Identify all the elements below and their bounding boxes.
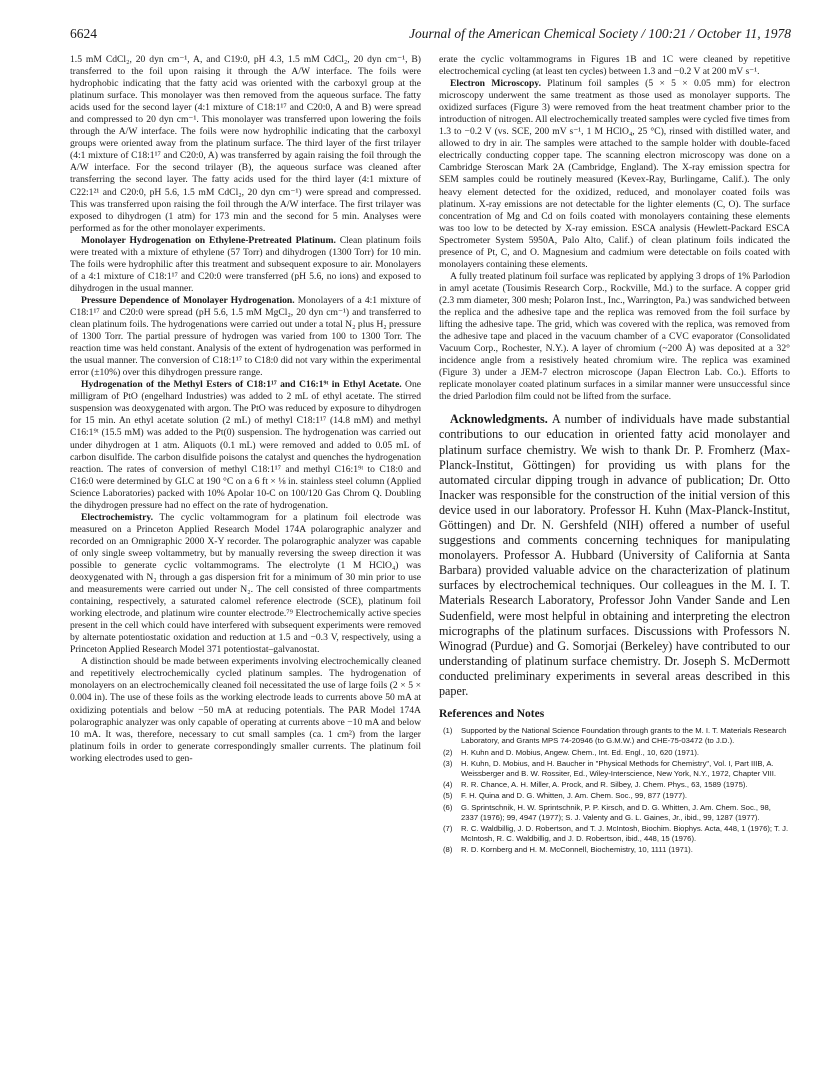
paragraph-text: 1.5 mM CdCl₂, 20 dyn cm⁻¹, A, and C19:0, pH 4.3, 1.5 mM CdCl₂, 20 dyn cm⁻¹, B) transferred to the foil upon raising it through the A/W interface. The foils were hydrophobic indicating that the fatty acid was oriented with the carboxyl group at the platinum surface. This monolayer was then removed from the aqueous surface. The fatty acids used for the second layer (4:1 mixture of C18:1¹⁷ and C20:0, A and B) were spread and compressed to 20 dyn cm⁻¹. This monolayer was transferred upon lowering the foils through the A/W interface. The foils were now hydrophilic indicating that the carboxyl groups were oriented away from the platinum surface. The third layer of the first trilayer (4:1 mixture of C18:1¹⁷ and C20:0, A) was transferred by again raising the foil through the A/W interface. For the second trilayer (B), the aqueous surface was cleaned after transferring the second layer. The fatty acids used for the third layer (4:1 mixture of C22:1²¹ and C20:0, pH 5.6, 1.5 mM CdCl₂, 20 dyn cm⁻¹) were spread and compressed. This was transferred upon raising the foil through the A/W interface. The first trilayer was exposed to dihydrogen (1 atm) for 173 min and the second for 5 min. Analyses were performed as for the other monolayer experiments. xyxy=(70,54,421,234)
reference-text: R. R. Chance, A. H. Miller, A. Prock, and R. Silbey, J. Chem. Phys., 63, 1589 (1975). xyxy=(461,780,748,790)
body-paragraph xyxy=(70,235,421,295)
reference-text: Supported by the National Science Foundation through grants to the M. I. T. Materials Research Laboratory, and Grants MPS 74-20946 (to G.M.W.) and CHE-75-03472 (to J.D.). xyxy=(461,726,787,746)
paragraph-text: A fully treated platinum foil surface was replicated by applying 3 drops of 1% Parlodion in amyl acetate (Tousimis Research Corp., Rockville, Md.) to the surface. A copper grid (2.3 mm diameter, 300 mesh; Polaron Inst., Inc., Warrington, Pa.) was sandwiched between the replica and the adhesive tape and the replica was removed from the foil surface by lifting the adhesive tape. The grid, which was covered with the replica, was removed from the adhesive tape and placed in the vacuum chamber of a CVC evaporator (Consolidated Vacuum Corp., Rochester, N.Y.). A layer of chromium (~200 Å) was deposited at a 32° incidence angle from a resistively heated chromium wire. The replica was examined (Figure 3) under a JEM-7 electron microscope (Japan Electron Lab. Co.). Efforts to replicate monolayer coated platinum surfaces in a similar manner were unsuccessful since the dried Parlodion film could not be lifted from the surface. xyxy=(439,270,790,403)
paragraph-text: One milligram of PtO (engelhard Industries) was added to 2 mL of ethyl acetate. The stirred suspension was deoxygenated with argon. The PtO was reduced by exposure to dihydrogen for 15 min. An ethyl acetate solution (2 mL) of methyl C18:1¹⁷ (14.8 mM) and methyl C16:1⁹ᵗ (15.5 mM) was added to the Pt(0) suspension. The hydrogenation was carried out under dihydrogen at 1 atm. Aliquots (0.1 mL) were removed and added to 0.05 mL of carbon disulfide. The carbon disulfide poisons the catalyst and quenches the hydrogenation reaction. The rates of conversion of methyl C18:1¹⁷ and methyl C16:1⁹ᵗ to C18:0 and C16:0 were determined by GLC at 190 °C on a 6 ft × ⅛ in. stainless steel column (Applied Science Laboratories) packed with 10% Apolar 10-C on 100/120 Gas Chrom Q. Doubling the dihydrogen pressure had no effect on the rate of hydrogenation. xyxy=(70,379,421,511)
acknowledgments-heading: Acknowledgments. xyxy=(450,412,548,427)
reference-number: (8) xyxy=(443,845,453,855)
references-title: References and Notes xyxy=(439,708,545,721)
body-paragraph xyxy=(439,54,790,78)
left-column xyxy=(70,54,421,857)
body-paragraph xyxy=(70,54,421,235)
paragraph-text: Clean platinum foils were treated with a mixture of ethylene (57 Torr) and dihydrogen (1300 Torr) for 10 min. The foils were hydrophilic after this treatment and subsequent exposure to air. Monolayers of a 4:1 mixture of C18:1¹⁷ and C20:0 were transferred (pH 5.6, no ions) and exposed to dihydrogen in the usual manner. xyxy=(70,234,422,294)
paragraph-text: Monolayers of a 4:1 mixture of C18:1¹⁷ and C20:0 were spread (pH 5.6, 1.5 mM MgCl₂, 20 dyn cm⁻¹) and transferred to clean platinum foils. The hydrogenations were carried out under a total N₂ plus H₂ pressure of 1300 Torr. The partial pressure of hydrogen was varied from 100 to 1300 Torr. The reaction time was held constant. Analysis of the extent of hydrogenation was performed in the usual manner. The conversion of C18:1¹⁷ to C18:0 did not vary within the experimental error (±10%) over this dihydrogen pressure range. xyxy=(70,294,421,379)
reference-text: H. Kuhn, D. Mobius, and H. Baucher in "Physical Methods for Chemistry", Vol. I, Part IIIB, A. Weissberger and B. W. Rossiter, Ed., Wiley-Interscience, New York, N.Y., 1972, Chapter VIII. xyxy=(461,758,777,778)
reference-item xyxy=(439,780,790,790)
reference-item xyxy=(439,748,790,758)
reference-item xyxy=(439,824,790,844)
reference-item xyxy=(439,791,790,801)
reference-number: (2) xyxy=(443,747,453,757)
paragraph-text: Platinum foil samples (5 × 5 × 0.05 mm) for electron microscopy underwent the same treatment as those used as monolayer supports. The oxidized surfaces (Figure 3) were removed from the heat treatment chamber prior to the introduction of nitrogen. All electrochemically treated samples were cycled five times from 1.3 to −0.2 V (vs. SCE, 200 mV s⁻¹, 1 M HClO₄, 25 °C), rinsed with distilled water, and allowed to dry in air. The samples were attached to the sample holder with double-faced electrically conducting copper tape. The scanning electron microscopy was done on a Cambridge Steroscan Mark 2A (Cambridge, England). The X-ray emission spectra for SEM samples could be routinely measured (Kevex-Ray, Burlingame, Calif.). The only heavy element detected for the oxidized, reduced, and monolayer coated foils was platinum. X-ray emissions are not detectable for the lighter elements (C, O). The surface concentration of Mg and Cd on foils coated with monolayers containing these elements was too low to be detected by X-ray emission. ESCA analysis (Hewlett-Packard ESCA Spectrometer System 5950A, Palo Alto, Calif.) of clean platinum foils indicated the presence of Pt, C, and O. Magnesium and cadmium were detectable on foils coated with monolayers containing these elements. xyxy=(439,78,790,270)
reference-item xyxy=(439,803,790,823)
right-column xyxy=(439,54,790,857)
journal-citation: Journal of the American Chemical Society / 100:21 / October 11, 1978 xyxy=(409,26,791,41)
reference-text: G. Sprintschnik, H. W. Sprintschnik, P. P. Kirsch, and D. G. Whitten, J. Am. Chem. Soc., 98, 2337 (1976); 99, 4947 (1977); S. J. Valenty and G. L. Gaines, Jr., ibid., 99, 1287 (1977). xyxy=(461,802,771,822)
body-paragraph xyxy=(70,295,421,379)
reference-number: (5) xyxy=(443,791,453,801)
body-paragraph xyxy=(70,512,421,657)
body-paragraph xyxy=(439,271,790,404)
reference-item xyxy=(439,845,790,855)
reference-item xyxy=(439,759,790,779)
acknowledgments-paragraph xyxy=(439,412,790,699)
paragraph-text: erate the cyclic voltammograms in Figures 1B and 1C were cleaned by repetitive electrochemical cycling (at least ten cycles) between 1.3 and −0.2 V at 200 mV s⁻¹. xyxy=(439,54,790,78)
section-run-in-heading: Pressure Dependence of Monolayer Hydrogenation. xyxy=(81,294,295,306)
reference-number: (7) xyxy=(443,823,453,833)
reference-text: R. D. Kornberg and H. M. McConnell, Biochemistry, 10, 1111 (1971). xyxy=(461,845,693,855)
reference-number: (4) xyxy=(443,780,453,790)
section-run-in-heading: Electron Microscopy. xyxy=(450,78,541,90)
body-columns xyxy=(70,54,791,857)
section-run-in-heading: Monolayer Hydrogenation on Ethylene-Pretreated Platinum. xyxy=(81,234,336,246)
acknowledgments-text: A number of individuals have made substantial contributions to our education in oriented fatty acid monolayer and platinum surface chemistry. We wish to thank Dr. P. Fromherz (Max-Planck-Institut, Göttingen) for providing us with plans for the automated circular dipping trough in advance of publication; Dr. Otto Inacker was responsible for the construction of the initial version of this device used in our laboratory. Professor H. Kuhn (Max-Planck-Institut, Göttingen) and Dr. N. Gershfeld (NIH) offered a number of useful suggestions and comments concerning techniques for manipulating monolayers. Professor A. Hubbard (University of California at Santa Barbara) provided valuable advice on the characterization of platinum surfaces by electrochemical techniques. Our colleagues in the M. I. T. Materials Research Laboratory, Professor John Vander Sande and Len Sudenfield, were most helpful in obtaining and interpreting the electron micrographs of the platinum surfaces. Discussions with Professors N. Winograd (Purdue) and G. Somorjai (Berkeley) have contributed to our understanding of platinum surface chemistry. Dr. Joseph S. McDermott conducted preliminary experiments in several areas described in this paper. xyxy=(439,412,790,699)
body-paragraph xyxy=(439,78,790,271)
section-run-in-heading: Electrochemistry. xyxy=(81,511,154,523)
reference-number: (3) xyxy=(443,758,453,768)
reference-item xyxy=(439,726,790,746)
reference-number: (1) xyxy=(443,726,453,736)
running-head xyxy=(70,24,791,46)
reference-text: R. C. Waldbillig, J. D. Robertson, and T. J. McIntosh, Biochim. Biophys. Acta, 448, 1 (1976); T. J. McIntosh, R. C. Waldbillig, and J. D. Robertson, ibid., 448, 15 (1976). xyxy=(461,823,789,844)
reference-text: H. Kuhn and D. Mobius, Angew. Chem., Int. Ed. Engl., 10, 620 (1971). xyxy=(461,747,700,757)
body-paragraph xyxy=(70,379,421,512)
right-column-paragraphs xyxy=(439,54,790,403)
reference-number: (6) xyxy=(443,802,453,812)
paragraph-text: A distinction should be made between experiments involving electrochemically cleaned and repetitively electrochemically cycled platinum samples. The hydrogenation of monolayers on an electrochemically cleaned foil necessitated the use of large foils (2 × 5 × 0.004 in). The use of these foils as the working electrode leads to currents above 50 mA at oxidizing potentials and below −50 mA at reducing potentials. The PAR Model 174A polarographic analyzer was only capable of operating at currents above −10 mA and below 10 mA. It was, therefore, necessary to cut small samples (ca. 1 cm²) from the larger platinum foils in order to generate correspondingly smaller currents. The platinum foil working electrodes used to gen- xyxy=(70,656,421,764)
reference-text: F. H. Quina and D. G. Whitten, J. Am. Chem. Soc., 99, 877 (1977). xyxy=(461,791,688,801)
paragraph-text: The cyclic voltammogram for a platinum foil electrode was measured on a Princeton Applied Research Model 174A polarographic analyzer and recorded on an Omnigraphic 2000 X-Y recorder. The polarographic analyzer was capable of only single sweep voltammetry, but by manually reversing the sweep direction it was possible to generate cyclic voltammograms. The electrolyte (1 M HClO₄) was deoxygenated with N₂ through a gas dispersion frit for a minimum of 30 min prior to use and measurements were carried out under N₂. The cell consisted of three compartments containing, respectively, a saturated calomel reference electrode (SCE), platinum foil working electrode, and platinum wire counter electrode.⁷⁹ Electrochemically active species present in the cell which could have interfered with subsequent experiments were removed by alternate potentiostatic oxidation and reduction at 1.5 and −0.3 V, respectively, using a Princeton Applied Research Model 371 potentiostat–galvanostat. xyxy=(70,511,421,656)
section-run-in-heading: Hydrogenation of the Methyl Esters of C18:1¹⁷ and C16:1⁹ᵗ in Ethyl Acetate. xyxy=(81,379,402,391)
page-number: 6624 xyxy=(70,26,97,41)
body-paragraph xyxy=(70,656,421,764)
references-list xyxy=(439,726,790,855)
